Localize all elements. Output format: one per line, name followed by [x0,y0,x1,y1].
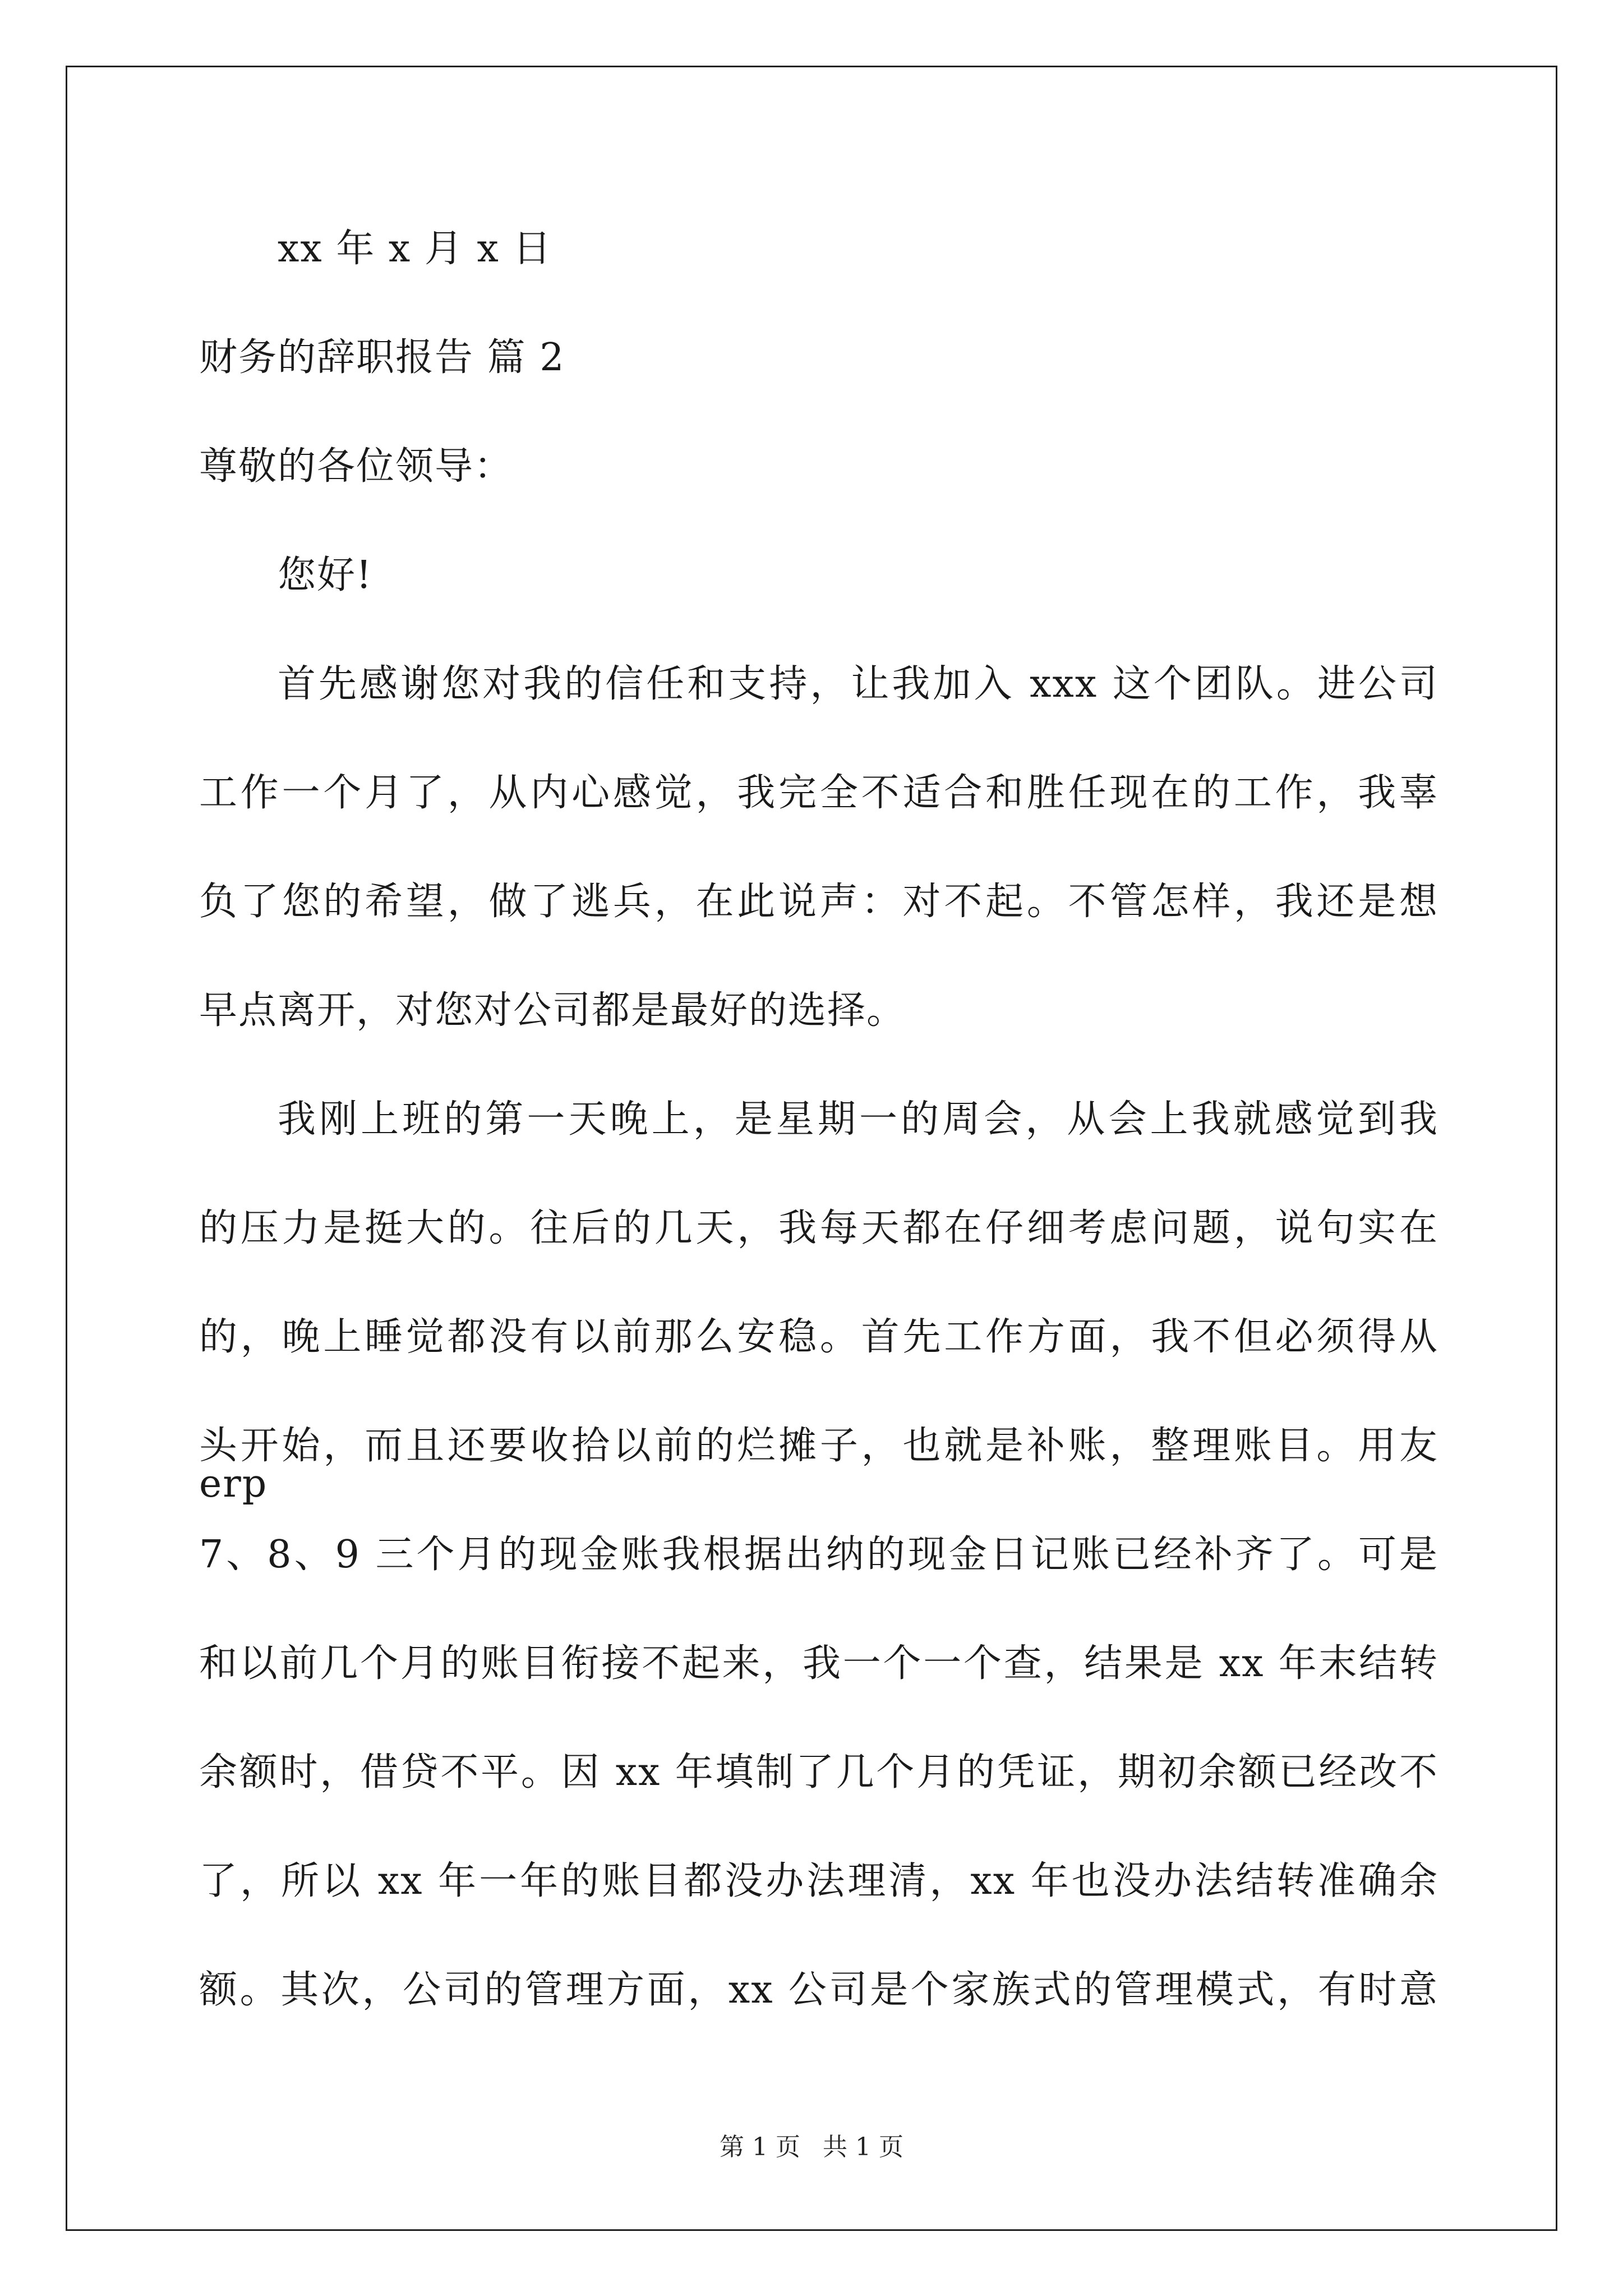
paragraph-2-line-8: 了，所以 xx 年一年的账目都没办法理清，xx 年也没办法结转准确余 [199,1859,1438,1903]
salutation: 尊敬的各位领导： [199,444,514,489]
paragraph-1-line-3: 负了您的希望，做了逃兵，在此说声：对不起。不管怎样，我还是想 [199,880,1438,924]
paragraph-2-line-5: 7、8、9 三个月的现金账我根据出纳的现金日记账已经补齐了。可是 [199,1533,1438,1577]
paragraph-2-line-2: 的压力是挺大的。往后的几天，我每天都在仔细考虑问题，说句实在 [199,1206,1438,1250]
page-border [66,66,1557,2231]
paragraph-2-line-3: 的，晚上睡觉都没有以前那么安稳。首先工作方面，我不但必须得从 [199,1315,1438,1359]
section-heading: 财务的辞职报告 篇 2 [199,335,565,380]
paragraph-2-line-9: 额。其次，公司的管理方面，xx 公司是个家族式的管理模式，有时意 [199,1968,1438,2012]
paragraph-1-line-2: 工作一个月了，从内心感觉，我完全不适合和胜任现在的工作，我辜 [199,771,1438,815]
paragraph-1-line-4: 早点离开，对您对公司都是最好的选择。 [199,988,906,1033]
paragraph-1-line-1: 首先感谢您对我的信任和支持，让我加入 xxx 这个团队。进公司 [278,662,1438,706]
date-line: xx 年 x 月 x 日 [278,227,552,271]
page-number: 第 1 页 [720,2133,800,2161]
page-total: 共 1 页 [823,2133,903,2161]
greeting: 您好! [278,553,373,597]
paragraph-2-line-1: 我刚上班的第一天晚上，是星期一的周会，从会上我就感觉到我 [278,1097,1438,1142]
paragraph-2-line-6: 和以前几个月的账目衔接不起来，我一个一个查，结果是 xx 年末结转 [199,1641,1438,1686]
page-footer [0,2135,1623,2160]
paragraph-2-line-7: 余额时，借贷不平。因 xx 年填制了几个月的凭证，期初余额已经改不 [199,1750,1438,1795]
paragraph-2-line-4: 头开始，而且还要收拾以前的烂摊子，也就是补账，整理账目。用友 erp [199,1424,1438,1506]
